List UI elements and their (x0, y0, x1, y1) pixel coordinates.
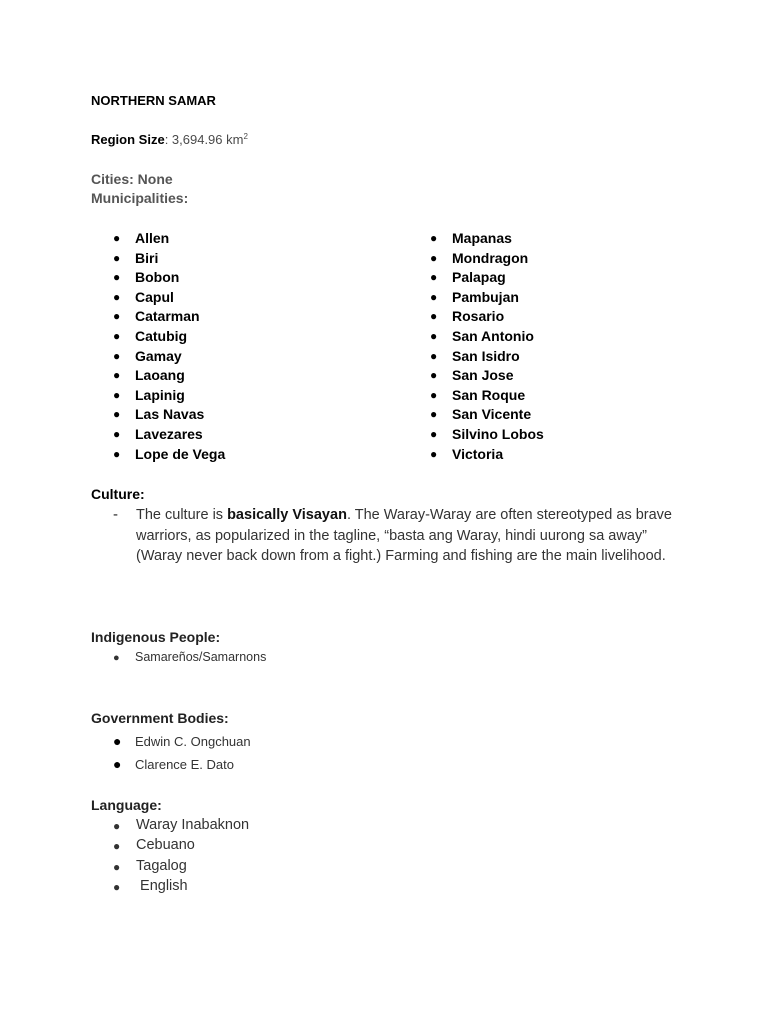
bullet-icon: ● (113, 756, 122, 772)
bullet-icon: ● (113, 328, 121, 343)
municipality-name: San Vicente (452, 406, 532, 423)
bullet-icon: ● (113, 407, 121, 422)
bullet-icon: ● (113, 879, 121, 894)
list-item (430, 367, 544, 387)
list-item (113, 756, 234, 772)
list-item (113, 289, 225, 309)
language-list (113, 817, 249, 898)
culture-text-bold: basically Visayan (227, 507, 347, 523)
bullet-icon: ● (430, 270, 438, 285)
language-name: Waray Inabaknon (136, 817, 250, 833)
list-item (430, 308, 544, 328)
language-name: Tagalog (136, 857, 187, 874)
culture-heading: Culture: (91, 486, 145, 502)
list-item (113, 817, 249, 837)
list-item (430, 269, 544, 289)
bullet-icon: ● (430, 309, 438, 324)
list-item (430, 446, 544, 466)
bullet-icon: ● (113, 348, 121, 363)
list-item (113, 250, 225, 270)
list-item (113, 348, 225, 368)
municipality-name: Palapag (452, 269, 506, 286)
bullet-icon: ● (113, 859, 121, 874)
bullet-icon: ● (113, 270, 121, 285)
municipality-name: Mapanas (452, 230, 512, 246)
municipality-name: Silvino Lobos (452, 425, 544, 442)
municipality-name: Rosario (452, 308, 505, 325)
municipality-name: Laoang (135, 367, 185, 384)
bullet-icon: ● (430, 348, 438, 363)
bullet-icon: ● (113, 231, 121, 245)
list-item (430, 328, 544, 348)
bullet-icon: ● (113, 446, 121, 461)
government-official: Clarence E. Dato (135, 757, 234, 772)
municipalities-list-left (113, 230, 225, 465)
cities-line: Cities: None (91, 171, 173, 187)
list-item (113, 308, 225, 328)
list-item (113, 858, 249, 878)
bullet-icon: ● (113, 368, 121, 383)
bullet-icon: ● (430, 250, 438, 265)
bullet-icon: ● (113, 387, 121, 402)
list-item (430, 289, 544, 309)
indigenous-people-name: Samareños/Samarnons (135, 650, 267, 664)
municipality-name: Lapinig (135, 386, 185, 403)
list-item (113, 733, 251, 749)
municipality-name: Pambujan (452, 288, 519, 305)
culture-paragraph (136, 505, 681, 567)
list-item (113, 328, 225, 348)
document-title: NORTHERN SAMAR (91, 93, 216, 108)
bullet-icon: ● (430, 289, 438, 304)
municipality-name: San Jose (452, 367, 514, 384)
bullet-icon: ● (430, 368, 438, 383)
bullet-icon: ● (113, 309, 121, 324)
government-official: Edwin C. Ongchuan (135, 734, 251, 749)
list-item (113, 878, 249, 898)
municipality-name: San Antonio (452, 327, 534, 344)
municipality-name: Gamay (135, 347, 182, 364)
municipality-name: Catarman (135, 308, 200, 325)
region-size-label: Region Size (91, 132, 165, 147)
list-item (430, 348, 544, 368)
culture-text-before: The culture is (136, 507, 228, 523)
list-item (430, 230, 544, 250)
municipality-name: Lope de Vega (135, 445, 226, 462)
municipality-name: Bobon (135, 269, 180, 286)
bullet-icon: ● (430, 231, 438, 245)
list-item (430, 250, 544, 270)
municipalities-heading: Municipalities: (91, 190, 189, 206)
region-size-value: : 3,694.96 km (164, 132, 244, 147)
municipality-name: San Isidro (452, 347, 520, 364)
municipality-name: Catubig (135, 327, 188, 344)
culture-text-after: . The Waray-Waray are often stereotyped as brave warriors, as popularized in the tagline, “basta ang Waray, hindi uurong sa away” (Waray never back down from a fight.) Farming and fishing are the main livelihood. (136, 507, 672, 564)
municipality-name: Capul (135, 288, 174, 305)
bullet-icon: ● (113, 819, 121, 833)
municipality-name: Biri (135, 249, 159, 266)
municipality-name: Allen (135, 230, 170, 246)
bullet-icon: ● (113, 839, 121, 854)
dash-bullet-icon: - (113, 506, 118, 523)
list-item (430, 387, 544, 407)
list-item (113, 387, 225, 407)
bullet-icon: ● (113, 733, 122, 749)
municipality-name: Victoria (452, 445, 504, 462)
bullet-icon: ● (430, 407, 438, 422)
bullet-icon: ● (113, 652, 120, 664)
list-item (113, 406, 225, 426)
list-item (430, 426, 544, 446)
list-item (113, 446, 225, 466)
list-item (113, 837, 249, 857)
municipality-name: San Roque (452, 386, 526, 403)
list-item (113, 367, 225, 387)
indigenous-heading: Indigenous People: (91, 629, 221, 645)
government-heading: Government Bodies: (91, 710, 229, 726)
bullet-icon: ● (430, 426, 438, 441)
region-size-line (91, 132, 248, 147)
municipality-name: Las Navas (135, 406, 205, 423)
language-name: English (136, 877, 188, 894)
bullet-icon: ● (113, 289, 121, 304)
region-size-superscript: 2 (243, 132, 248, 141)
list-item (113, 426, 225, 446)
bullet-icon: ● (113, 250, 121, 265)
list-item (430, 406, 544, 426)
bullet-icon: ● (113, 426, 121, 441)
bullet-icon: ● (430, 387, 438, 402)
municipality-name: Lavezares (135, 425, 203, 442)
municipality-name: Mondragon (452, 249, 529, 266)
language-name: Cebuano (136, 837, 195, 854)
bullet-icon: ● (430, 446, 438, 461)
list-item (113, 650, 266, 664)
municipalities-list-right (430, 230, 544, 465)
bullet-icon: ● (430, 328, 438, 343)
language-heading: Language: (91, 797, 162, 813)
list-item (113, 269, 225, 289)
list-item (113, 230, 225, 250)
